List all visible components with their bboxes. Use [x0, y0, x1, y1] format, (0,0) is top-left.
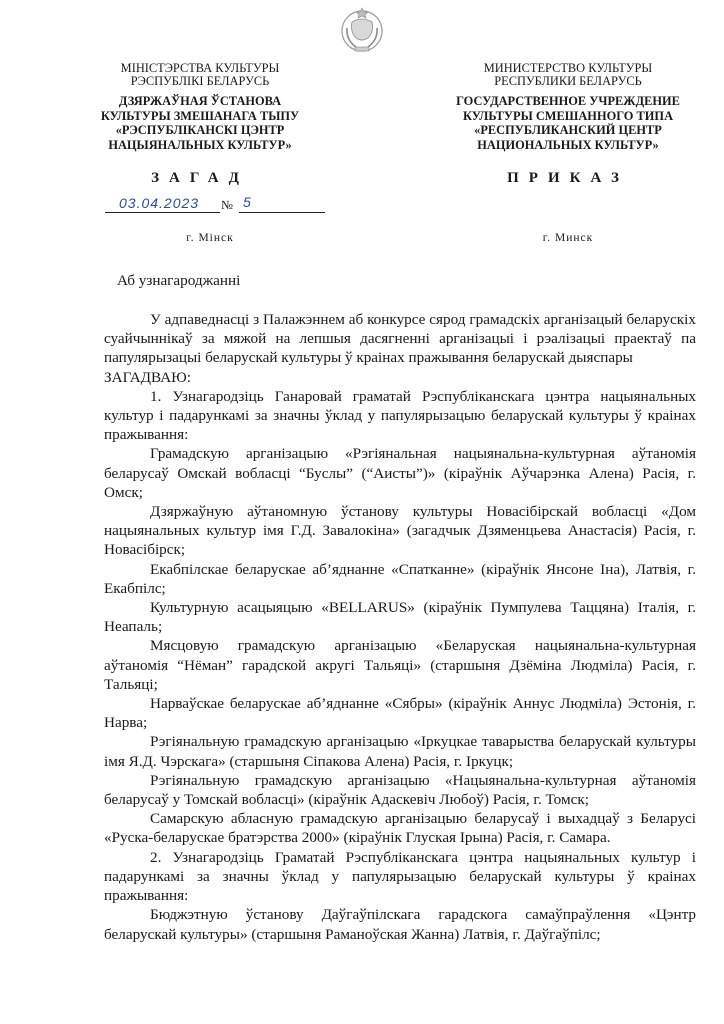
- ministry-line: МІНІСТЭРСТВА КУЛЬТУРЫ: [120, 61, 280, 75]
- doc-type-ru: ПРИКАЗ: [507, 170, 629, 186]
- ministry-line: РЭСПУБЛІКІ БЕЛАРУСЬ: [130, 73, 270, 88]
- organization-name-be: [50, 94, 350, 152]
- registration-line: [105, 196, 325, 214]
- body-paragraph: Самарскую абласную грамадскую арганізацыю беларусаў і выхадцаў з Беларусі «Руска-беларускае братэрства 2000» (кіраўнік Глуская Ірына) Расія, г. Самара.: [104, 810, 696, 847]
- body-paragraph: Мясцовую грамадскую арганізацыю «Беларуская нацыянальна-культурная аўтаномія “Нёман” гарадской акругі Тальяці» (старшыня Дзёміна Людміла) Расія, г. Тальяці;: [104, 637, 696, 693]
- body-paragraph: Бюджэтную ўстанову Даўгаўпілскага гарадскога самаўпраўлення «Цэнтр беларускай культуры» (старшыня Раманоўская Жанна) Латвія, г. Даўгаўпілс;: [104, 906, 696, 943]
- body-paragraph: Екабпілскае беларускае аб’яднанне «Спатканне» (кіраўнік Янсоне Іна), Латвія, г. Екабпілс;: [104, 560, 696, 597]
- org-line: ДЗЯРЖАЎНАЯ ЎСТАНОВА: [118, 94, 282, 108]
- number-sign: №: [221, 198, 233, 212]
- ministry-line: МИНИСТЕРСТВО КУЛЬТУРЫ: [483, 61, 653, 75]
- org-line: КУЛЬТУРЫ ЗМЕШАНАГА ТЫПУ: [100, 108, 300, 123]
- org-line: НАЦИОНАЛЬНЫХ КУЛЬТУР»: [477, 137, 659, 152]
- document-subject: Аб узнагароджанні: [117, 272, 241, 289]
- document-body: [104, 310, 696, 944]
- org-line: НАЦЫЯНАЛЬНЫХ КУЛЬТУР»: [108, 137, 292, 152]
- ministry-line: РЕСПУБЛИКИ БЕЛАРУСЬ: [494, 73, 642, 88]
- body-paragraph: Культурную асацыяцыю «BELLARUS» (кіраўнік Пумпулева Таццяна) Італія, г. Неапаль;: [104, 599, 696, 636]
- registration-date: 03.04.2023: [119, 195, 200, 211]
- body-paragraph: 2. Узнагародзіць Граматай Рэспубліканскага цэнтра нацыянальных культур і падарункамі за значны ўклад у папулярызацыю беларускай культуры ў краінах пражывання:: [104, 848, 696, 905]
- city-be: г. Мінск: [186, 232, 234, 244]
- body-paragraph: У адпаведнасці з Палажэннем аб конкурсе сярод грамадскіх арганізацый беларускіх суайчыннікаў за мяжой на лепшыя дасягненні арганізацыі і рэалізацыі праектаў па папулярызацыі беларускай культуры ў краінах пражывання беларускай дыяспары: [104, 311, 696, 367]
- registration-number: 5: [243, 194, 251, 210]
- date-underline: [105, 212, 220, 213]
- org-line: «РЕСПУБЛИКАНСКИЙ ЦЕНТР: [474, 123, 662, 138]
- body-paragraph: Грамадскую арганізацыю «Рэгіянальная нацыянальна-культурная аўтаномія беларусаў Омскай вобласці “Буслы” (“Аисты”)» (кіраўнік Аўчарэнка Алена) Расія, г. Омск;: [104, 445, 696, 501]
- org-line: ГОСУДАРСТВЕННОЕ УЧРЕЖДЕНИЕ: [456, 94, 680, 108]
- doc-type-be: ЗАГАД: [151, 170, 249, 186]
- org-line: «РЭСПУБЛІКАНСКІ ЦЭНТР: [115, 123, 285, 138]
- org-line: КУЛЬТУРЫ СМЕШАННОГО ТИПА: [462, 108, 674, 123]
- number-underline: [239, 212, 325, 213]
- ministry-name-be: [70, 62, 330, 87]
- body-paragraph: Нарваўскае беларускае аб’яднанне «Сябры» (кіраўнік Аннус Людміла) Эстонія, г. Нарва;: [104, 695, 696, 732]
- body-paragraph: ЗАГАДВАЮ:: [104, 368, 191, 386]
- body-paragraph: Рэгіянальную грамадскую арганізацыю «Іркуцкае таварыства беларускай культуры імя Я.Д. Чэрскага» (старшыня Сіпакова Алена) Расія, г. Іркуцк;: [104, 733, 696, 770]
- ministry-name-ru: [438, 62, 698, 87]
- body-paragraph: Рэгіянальную грамадскую арганізацыю «Нацыянальна-культурная аўтаномія беларусаў у Томскай вобласці» (кіраўнік Адаскевіч Любоў) Расія, г. Томск;: [104, 771, 696, 809]
- body-paragraph: Дзяржаўную аўтаномную ўстанову культуры Новасібірскай вобласці «Дом нацыянальных культур імя Г.Д. Завалокіна» (загадчык Дзяменцьева Анастасія) Расія, г. Новасібірск;: [104, 503, 696, 559]
- state-emblem-icon: [338, 6, 386, 54]
- organization-name-ru: [418, 94, 718, 152]
- city-ru: г. Минск: [542, 232, 594, 244]
- body-paragraph: 1. Узнагародзіць Ганаровай граматай Рэспубліканскага цэнтра нацыянальных культур і падарункамі за значны ўклад у папулярызацыю беларускай культуры ў краінах пражывання:: [104, 387, 696, 444]
